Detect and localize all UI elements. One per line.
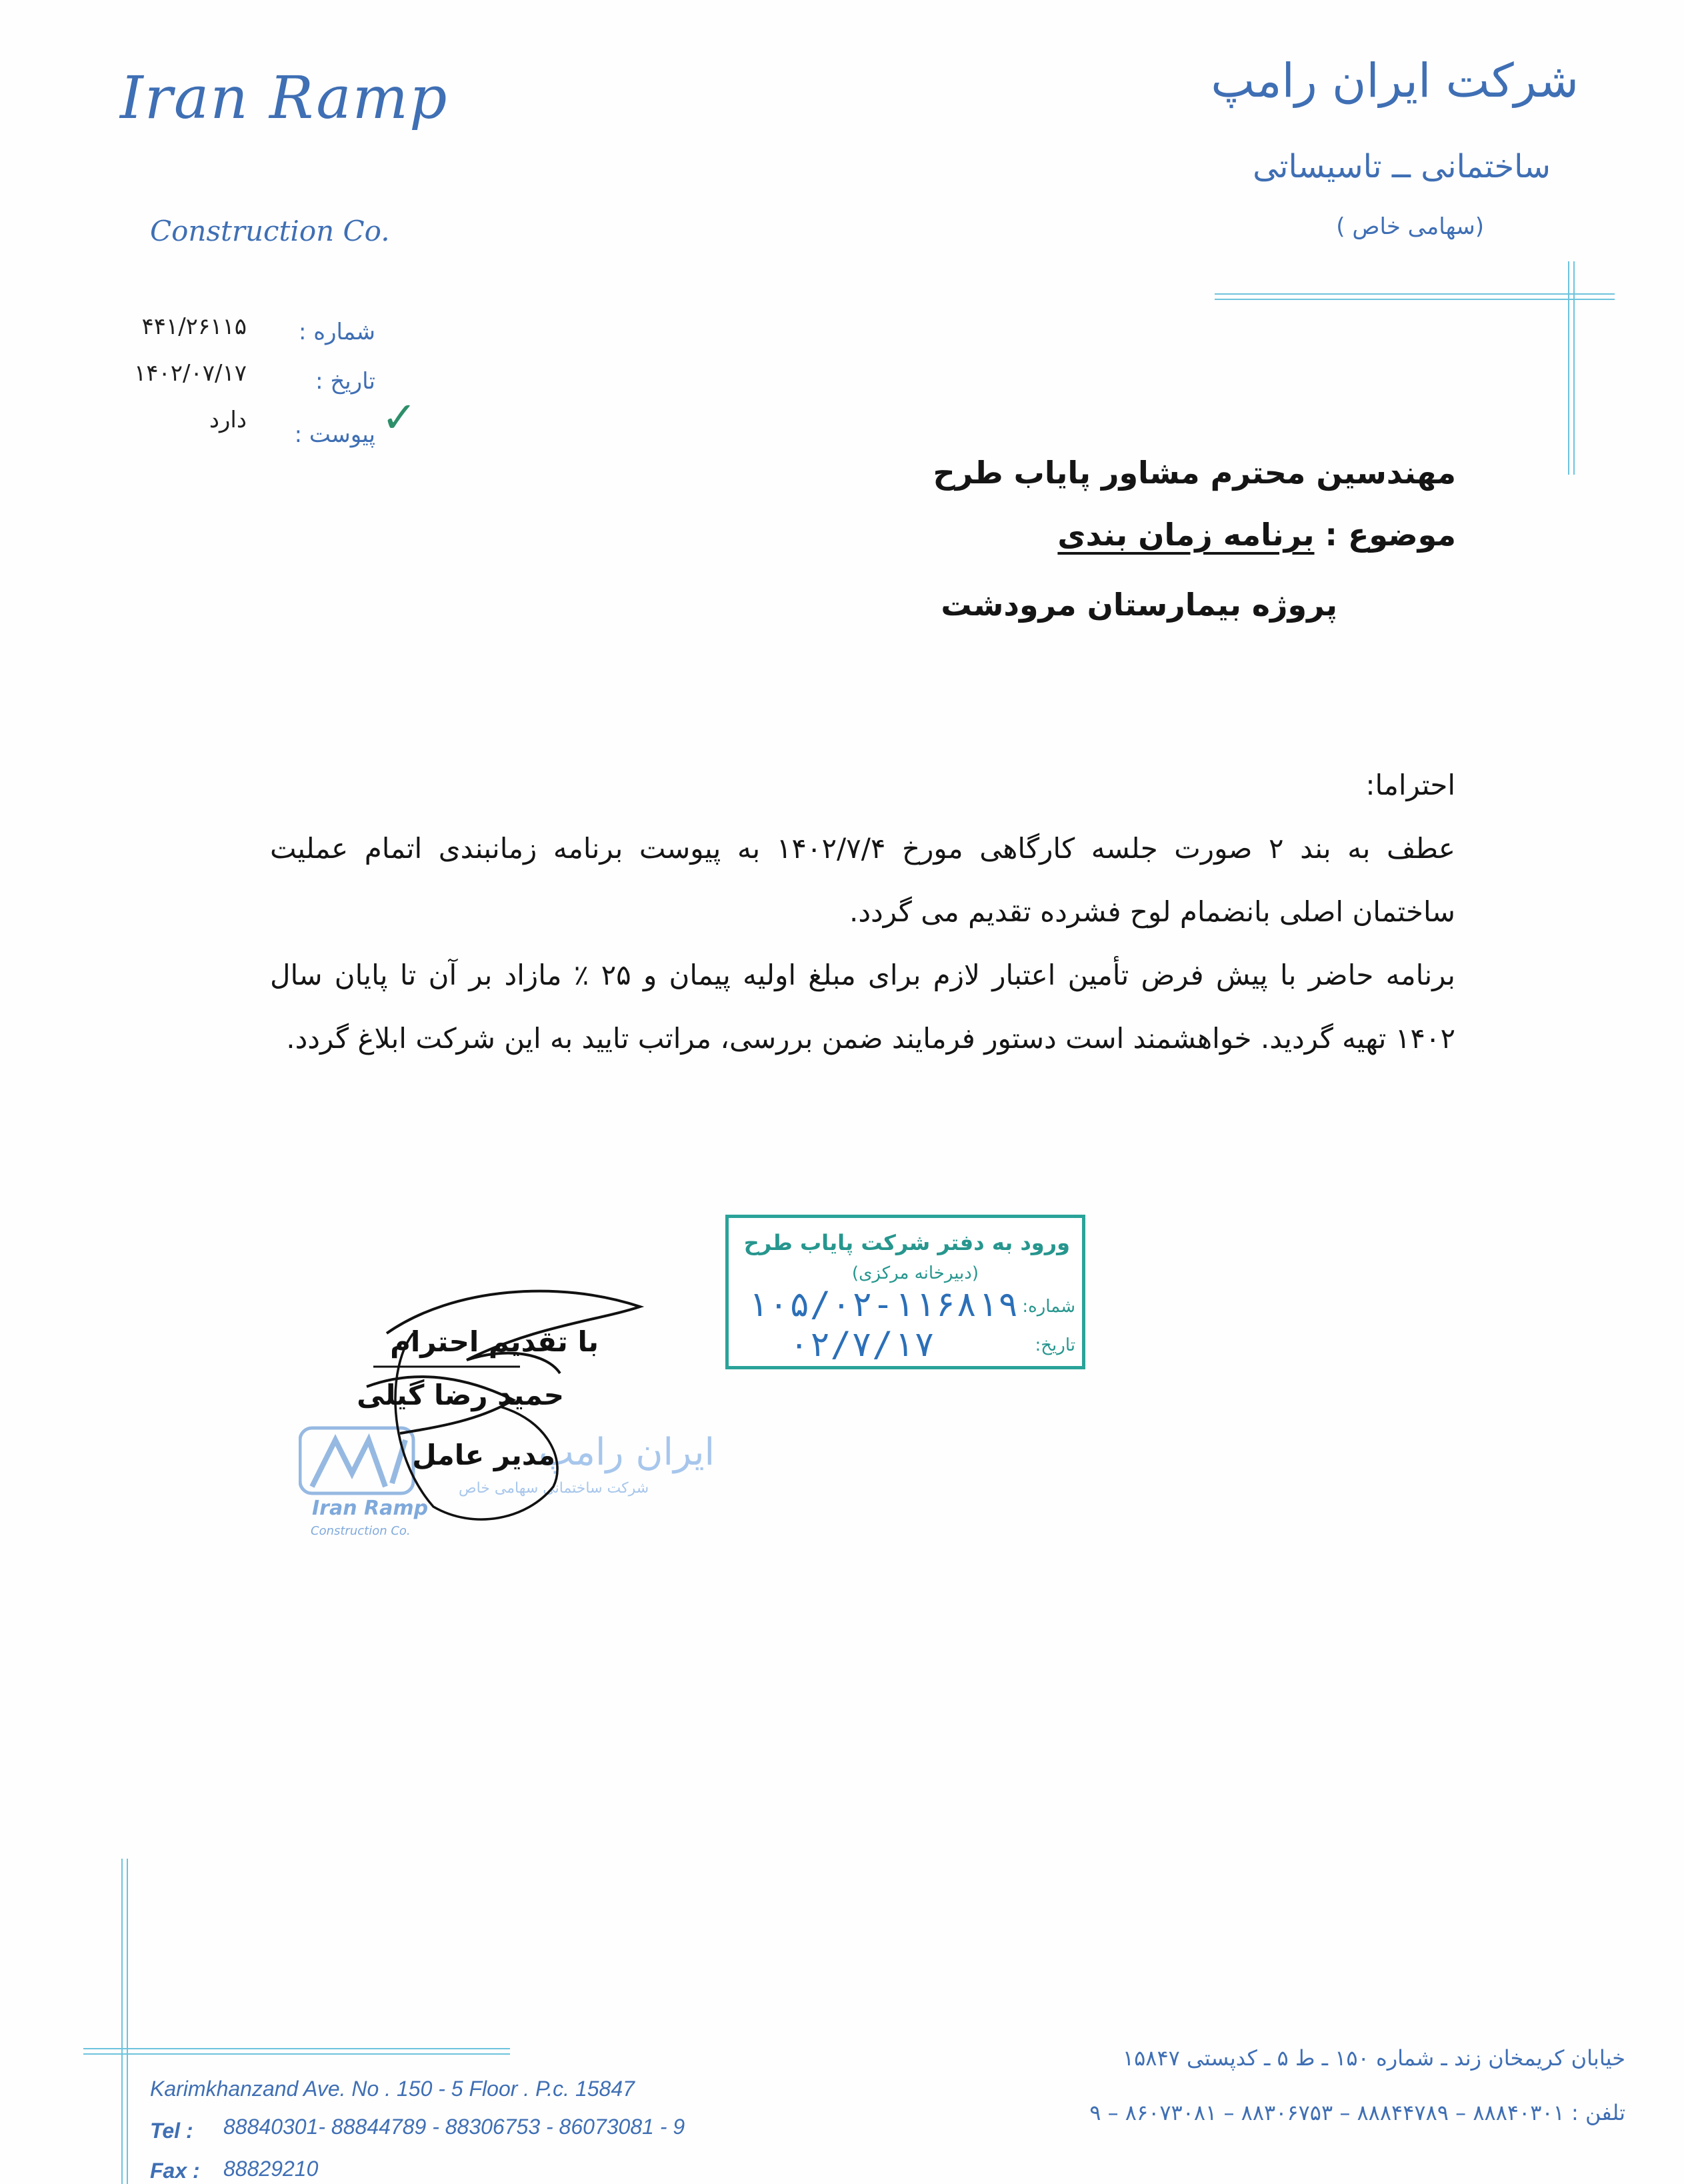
footer-tel-label: Tel :	[150, 2119, 193, 2143]
letter-attachment-value: دارد	[209, 407, 247, 433]
footer-fax-value: 88829210	[223, 2157, 319, 2181]
recipient-line: مهندسین محترم مشاور پایاب طرح	[933, 455, 1456, 491]
decorative-rule-top-h1	[1215, 293, 1615, 295]
decorative-rule-bottom-h2	[83, 2053, 510, 2055]
decorative-rule-top-h2	[1215, 299, 1615, 300]
letter-attachment-label: پیوست :	[294, 421, 375, 448]
signer-title: مدیر عامل	[412, 1439, 555, 1471]
logo-persian-company-type: (سهامی خاص )	[1336, 213, 1484, 240]
logo-english-name: Iran Ramp	[120, 63, 449, 132]
decorative-rule-top-v1	[1568, 261, 1569, 475]
checkmark-icon: ✓	[381, 393, 417, 443]
decorative-rule-bottom-v2	[127, 1859, 128, 2184]
footer-tel-persian-value: ۸۸۸۴۰۳۰۱ – ۸۸۸۴۴۷۸۹ – ۸۸۳۰۶۷۵۳ – ۸۶۰۷۳۰۸۱ – ۹	[1089, 2100, 1565, 2125]
subject-line	[1057, 517, 1456, 553]
footer-fax-label: Fax :	[150, 2159, 200, 2183]
received-stamp	[725, 1215, 1085, 1369]
decorative-rule-bottom-v1	[121, 1859, 123, 2184]
subject-value: برنامه زمان بندی	[1057, 517, 1315, 553]
logo-english-subtitle: Construction Co.	[150, 215, 390, 247]
footer-address-english: Karimkhanzand Ave. No . 150 - 5 Floor . P.c. 15847	[150, 2077, 635, 2101]
footer-tel-value: 88840301- 88844789 - 88306753 - 86073081 - 9	[223, 2115, 685, 2139]
handwritten-signature-icon	[360, 1287, 653, 1527]
stamp-date-value: ۰۲/۷/۱۷	[789, 1325, 935, 1365]
decorative-rule-top-v2	[1573, 261, 1575, 475]
subject-label: موضوع :	[1325, 517, 1456, 553]
letter-body	[270, 753, 1455, 1070]
logo-persian-name: شرکت ایران رامپ	[1211, 53, 1579, 108]
seal-persian-subtitle: شرکت ساختمانی سهامی خاص	[459, 1480, 649, 1497]
stamp-title: ورود به دفتر شرکت پایاب طرح	[743, 1230, 1070, 1255]
stamp-date-label: تاریخ:	[1035, 1335, 1075, 1355]
body-paragraph-1: عطف به بند ۲ صورت جلسه کارگاهی مورخ ۱۴۰۲/۷/۴ به پیوست برنامه زمانبندی اتمام عملیت ساختمان اصلی بانضمام لوح فشرده تقدیم می گردد.	[270, 832, 1455, 928]
footer-address-persian: خیابان کریمخان زند ـ شماره ۱۵۰ ـ ط ۵ ـ کدپستی ۱۵۸۴۷	[1122, 2045, 1625, 2071]
footer-tel-persian-label: تلفن :	[1571, 2100, 1625, 2125]
signer-name: حمید رضا گیلی	[357, 1379, 564, 1411]
project-line: پروژه بیمارستان مرودشت	[941, 587, 1337, 623]
seal-persian-name: ایران رامپ	[539, 1431, 715, 1474]
greeting-text: احتراما:	[1365, 769, 1455, 801]
seal-english-subtitle: Construction Co.	[311, 1524, 411, 1538]
decorative-rule-bottom-h1	[83, 2048, 510, 2049]
seal-english-name: Iran Ramp	[312, 1497, 429, 1520]
letter-date-label: تاریخ :	[315, 368, 375, 395]
stamp-number-value: ۱۰۵/۰۲-۱۱۶۸۱۹	[747, 1285, 1019, 1325]
closing-text: با تقدیم احترام	[390, 1325, 599, 1358]
logo-persian-subtitle: ساختمانی ــ تاسیساتی	[1253, 148, 1551, 185]
letter-number-value: ۴۴۱/۲۶۱۱۵	[141, 313, 247, 340]
letter-date-value: ۱۴۰۲/۰۷/۱۷	[133, 360, 247, 387]
body-paragraph-2: برنامه حاضر با پیش فرض تأمین اعتبار لازم برای مبلغ اولیه پیمان و ۲۵ ٪ مازاد بر آن تا پایان سال ۱۴۰۲ تهیه گردید. خواهشمند است دستور فرمایند ضمن بررسی، مراتب تایید به این شرکت ابلاغ گردد.	[270, 959, 1455, 1055]
letter-number-label: شماره :	[299, 319, 375, 345]
footer-tel-persian	[1089, 2100, 1625, 2125]
stamp-number-label: شماره:	[1022, 1297, 1075, 1317]
stamp-subtitle: (دبیرخانه مرکزی)	[851, 1263, 979, 1283]
